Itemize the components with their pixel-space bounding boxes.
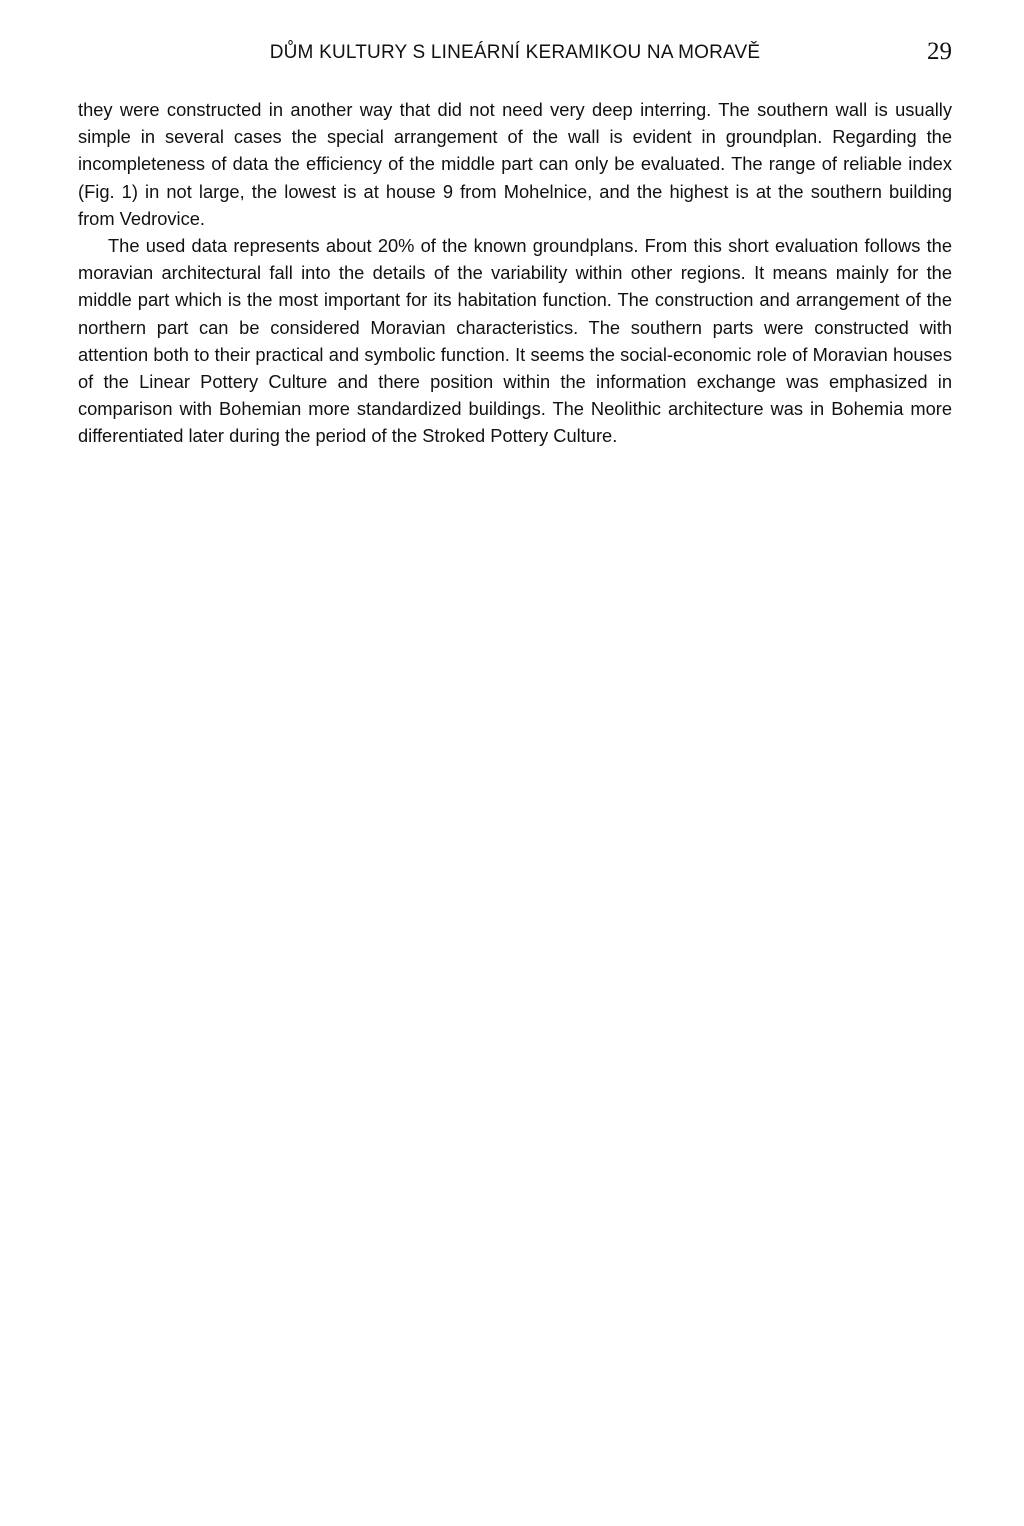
paragraph-2: The used data represents about 20% of the known groundplans. From this short evaluation follows the moravian architectural fall into the details of the variability within other regions. It means mainly for the middle part which is the most important for its habitation function. The construction and arrangement of the northern part can be considered Moravian characteristics. The southern parts were constructed with attention both to their practical and symbolic function. It seems the social-economic role of Moravian houses of the Linear Pottery Culture and there position within the information exchange was emphasized in comparison with Bohemian more standardized buildings. The Neolithic architecture was in Bohemia more differentiated later during the period of the Stroked Pottery Culture. <box>78 235 952 447</box>
paragraph-1: they were constructed in another way that did not need very deep interring. The southern wall is usually simple in several cases the special arrangement of the wall is evident in groundplan. Regarding the incompleteness of data the efficiency of the middle part can only be evaluated. The range of reliable index (Fig. 1) in not large, the lowest is at house 9 from Mohelnice, and the highest is at the southern building from Vedrovice. <box>78 99 952 229</box>
running-title: DŮM KULTURY S LINEÁRNÍ KERAMIKOU NA MORAVĚ <box>269 42 761 63</box>
page-number: 29 <box>927 38 952 65</box>
running-header <box>78 38 952 68</box>
body-text <box>78 96 952 450</box>
